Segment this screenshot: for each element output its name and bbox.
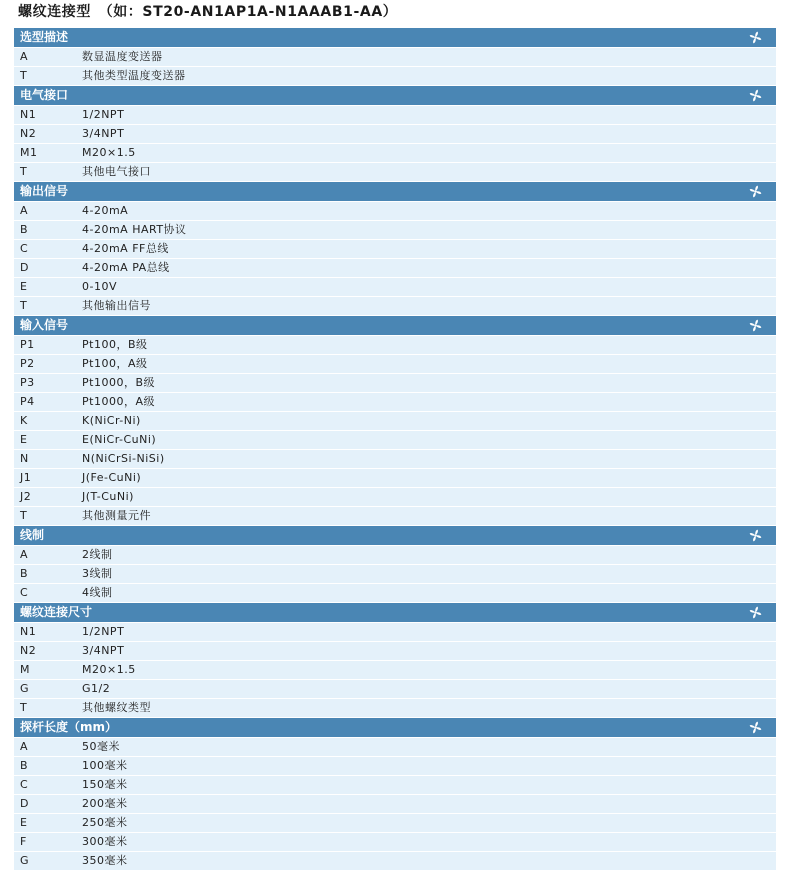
option-description: 150毫米	[82, 778, 128, 791]
option-code: B	[20, 223, 29, 236]
option-code: P3	[20, 376, 35, 389]
option-description: 其他螺纹类型	[82, 701, 151, 714]
option-code: G	[20, 682, 30, 695]
table-row	[14, 795, 776, 814]
table-row	[14, 278, 776, 297]
option-description: G1/2	[82, 682, 111, 695]
section-header-label: 输出信号	[20, 184, 69, 198]
fan-icon	[749, 89, 762, 102]
option-code: N2	[20, 644, 37, 657]
table-row	[14, 163, 776, 182]
option-code: E	[20, 280, 28, 293]
option-description: 250毫米	[82, 816, 128, 829]
option-code: T	[20, 165, 28, 178]
option-code: D	[20, 261, 29, 274]
table-row	[14, 336, 776, 355]
option-code: E	[20, 433, 28, 446]
option-description: 1/2NPT	[82, 108, 125, 121]
option-code: P4	[20, 395, 35, 408]
table-row	[14, 221, 776, 240]
fan-icon	[749, 529, 762, 542]
section-header-label: 线制	[20, 528, 45, 542]
option-description: 4-20mA HART协议	[82, 223, 187, 236]
option-code: A	[20, 204, 29, 217]
option-description: 4线制	[82, 586, 113, 599]
option-description: 数显温度变送器	[82, 50, 163, 63]
table-row	[14, 106, 776, 125]
option-description: M20×1.5	[82, 146, 136, 159]
fan-icon	[749, 606, 762, 619]
option-code: F	[20, 835, 27, 848]
section-header	[14, 718, 776, 738]
option-description: 2线制	[82, 548, 113, 561]
option-description: 350毫米	[82, 854, 128, 867]
option-description: J(T-CuNi)	[82, 490, 134, 503]
section-header-label: 输入信号	[20, 318, 69, 332]
option-code: A	[20, 548, 29, 561]
section-header	[14, 182, 776, 202]
fan-icon	[749, 185, 762, 198]
option-description: 其他电气接口	[82, 165, 151, 178]
option-code: B	[20, 759, 29, 772]
option-code: N1	[20, 625, 37, 638]
option-description: 4-20mA	[82, 204, 129, 217]
option-code: T	[20, 509, 28, 522]
option-description: J(Fe-CuNi)	[82, 471, 142, 484]
option-description: 4-20mA PA总线	[82, 261, 170, 274]
table-row	[14, 776, 776, 795]
table-row	[14, 450, 776, 469]
option-description: Pt100，B级	[82, 338, 148, 351]
fan-icon	[749, 31, 762, 44]
section-header	[14, 86, 776, 106]
table-row	[14, 546, 776, 565]
table-row	[14, 240, 776, 259]
option-description: 1/2NPT	[82, 625, 125, 638]
option-code: C	[20, 778, 29, 791]
fan-icon	[749, 319, 762, 332]
option-description: K(NiCr-Ni)	[82, 414, 141, 427]
option-description: 其他类型温度变送器	[82, 69, 186, 82]
option-description: M20×1.5	[82, 663, 136, 676]
option-code: D	[20, 797, 29, 810]
table-row	[14, 680, 776, 699]
option-description: 3/4NPT	[82, 127, 125, 140]
option-description: 其他输出信号	[82, 299, 151, 312]
option-code: T	[20, 299, 28, 312]
section-header-label: 探杆长度（mm）	[20, 720, 118, 734]
option-code: M	[20, 663, 30, 676]
option-description: Pt1000，B级	[82, 376, 155, 389]
option-code: K	[20, 414, 28, 427]
table-row	[14, 661, 776, 680]
option-code: B	[20, 567, 29, 580]
table-row	[14, 144, 776, 163]
section-header	[14, 603, 776, 623]
table-row	[14, 814, 776, 833]
table-row	[14, 565, 776, 584]
option-description: Pt1000，A级	[82, 395, 155, 408]
table-row	[14, 757, 776, 776]
table-row	[14, 393, 776, 412]
page-title: 螺纹连接型 （如：ST20-AN1AP1A-N1AAAB1-AA）	[18, 4, 398, 20]
section-header-label: 电气接口	[20, 88, 69, 102]
option-code: T	[20, 69, 28, 82]
table-row	[14, 507, 776, 526]
option-code: C	[20, 242, 29, 255]
section-header	[14, 526, 776, 546]
table-row	[14, 833, 776, 852]
fan-icon	[749, 721, 762, 734]
option-code: J2	[20, 490, 32, 503]
section-header	[14, 28, 776, 48]
table-row	[14, 584, 776, 603]
option-description: 4-20mA FF总线	[82, 242, 169, 255]
option-code: N2	[20, 127, 37, 140]
table-row	[14, 259, 776, 278]
option-description: 50毫米	[82, 740, 120, 753]
option-description: 300毫米	[82, 835, 128, 848]
table-row	[14, 125, 776, 144]
table-row	[14, 642, 776, 661]
table-row	[14, 374, 776, 393]
table-row	[14, 469, 776, 488]
option-description: Pt100，A级	[82, 357, 148, 370]
section-header-label: 螺纹连接尺寸	[20, 605, 93, 619]
table-row	[14, 488, 776, 507]
option-code: T	[20, 701, 28, 714]
option-code: N1	[20, 108, 37, 121]
option-code: J1	[20, 471, 32, 484]
option-description: 3/4NPT	[82, 644, 125, 657]
option-code: A	[20, 50, 29, 63]
option-description: N(NiCrSi-NiSi)	[82, 452, 165, 465]
option-description: 200毫米	[82, 797, 128, 810]
option-code: P1	[20, 338, 35, 351]
option-code: N	[20, 452, 29, 465]
option-code: M1	[20, 146, 38, 159]
table-row	[14, 67, 776, 86]
table-row	[14, 202, 776, 221]
section-header-label: 选型描述	[20, 30, 69, 44]
table-row	[14, 297, 776, 316]
table-row	[14, 738, 776, 757]
table-row	[14, 623, 776, 642]
table-row	[14, 48, 776, 67]
table-row	[14, 431, 776, 450]
option-code: P2	[20, 357, 35, 370]
option-description: 其他测量元件	[82, 509, 151, 522]
option-description: 3线制	[82, 567, 113, 580]
option-code: E	[20, 816, 28, 829]
section-header	[14, 316, 776, 336]
table-row	[14, 412, 776, 431]
table-row	[14, 852, 776, 871]
option-description: 0-10V	[82, 280, 117, 293]
option-code: C	[20, 586, 29, 599]
selection-table	[14, 28, 776, 871]
option-description: 100毫米	[82, 759, 128, 772]
option-code: G	[20, 854, 30, 867]
table-row	[14, 355, 776, 374]
table-row	[14, 699, 776, 718]
option-description: E(NiCr-CuNi)	[82, 433, 157, 446]
option-code: A	[20, 740, 29, 753]
